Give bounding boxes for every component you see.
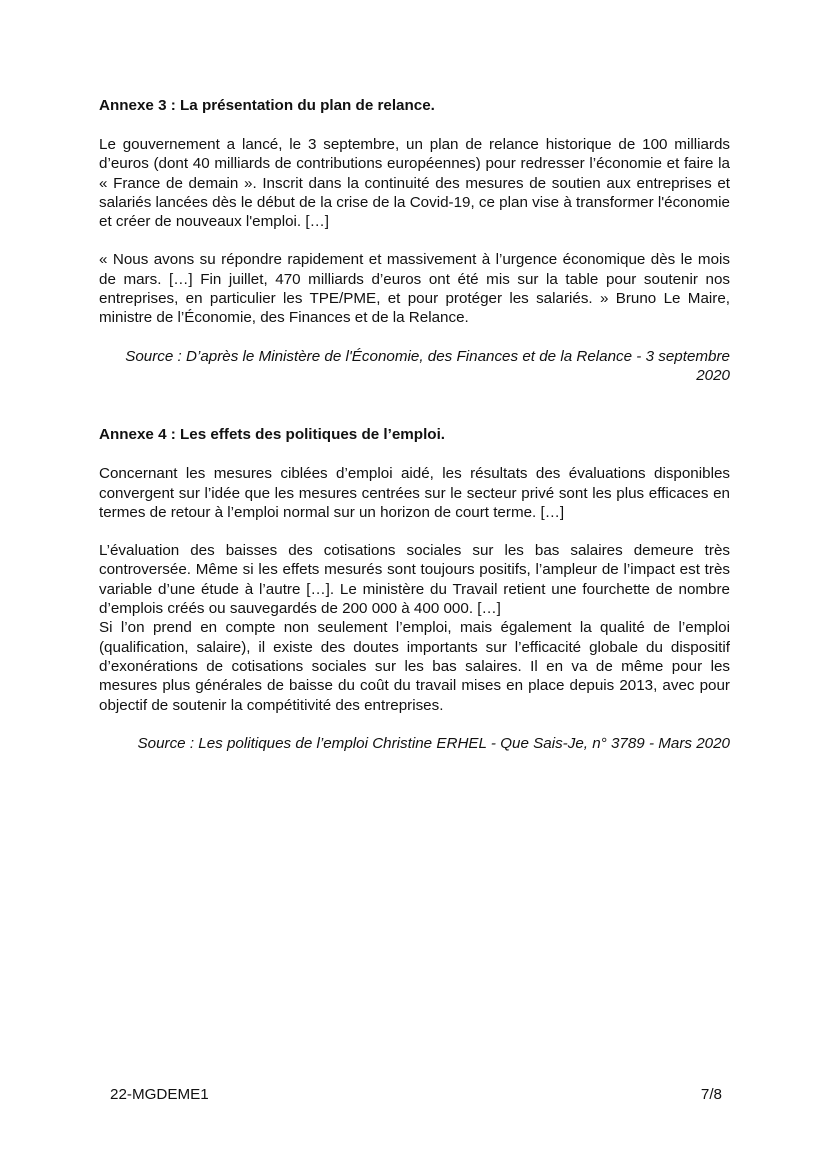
annexe-4-paragraph-2: L’évaluation des baisses des cotisations sociales sur les bas salaires demeure très controversée. Même si les effets mesurés sont toujours positifs, l’ampleur de l’impact est très variable d’une étude à l’autre […]. Le ministère du Travail retient une fourchette de nombre d’emplois créés ou sauvegardés de 200 000 à 400 000. […] [99, 542, 730, 618]
annexe-3-paragraph-1: Le gouvernement a lancé, le 3 septembre, un plan de relance historique de 100 milliards d’euros (dont 40 milliards de contributions européennes) pour redresser l’économie et faire la « France de demain ». Inscrit dans la continuité des mesures de soutien aux entreprises et salariés lancées dès le début de la crise de la Covid-19, ce plan vise à transformer l'économie et créer de nouveaux l'emploi. […] [99, 136, 730, 231]
annexe-4-paragraph-1: Concernant les mesures ciblées d’emploi aidé, les résultats des évaluations disponibles convergent sur l’idée que les mesures centrées sur le secteur privé sont les plus efficaces en termes de retour à l’emploi normal sur un horizon de court terme. […] [99, 465, 730, 521]
document-page [99, 96, 730, 753]
annexe-4-paragraph-3: Si l’on prend en compte non seulement l’emploi, mais également la qualité de l’emploi (qualification, salaire), il existe des doutes importants sur l’efficacité globale du dispositif d’exonérations de cotisations sociales sur les bas salaires. Il en va de même pour les mesures plus générales de baisse du coût du travail mises en place depuis 2013, avec pour objectif de soutenir la compétitivité des entreprises. [99, 619, 730, 714]
annexe-3-title: Annexe 3 : La présentation du plan de relance. [99, 97, 435, 114]
annexe-4-source: Source : Les politiques de l’emploi Christine ERHEL - Que Sais-Je, n° 3789 - Mars 2020 [137, 734, 730, 752]
annexe-3-paragraph-2: « Nous avons su répondre rapidement et massivement à l’urgence économique dès le mois de mars. […] Fin juillet, 470 milliards d’euros ont été mis sur la table pour soutenir nos entreprises, en particulier les TPE/PME, et pour protéger les salariés. » Bruno Le Maire, ministre de l’Économie, des Finances et de la Relance. [99, 251, 730, 327]
annexe-4-title: Annexe 4 : Les effets des politiques de l’emploi. [99, 426, 446, 444]
footer-document-code: 22-MGDEME1 [110, 1086, 209, 1103]
annexe-3-source: Source : D’après le Ministère de l'Économie, des Finances et de la Relance - 3 septembre 2020 [125, 347, 730, 384]
footer-page-number: 7/8 [700, 1086, 722, 1103]
